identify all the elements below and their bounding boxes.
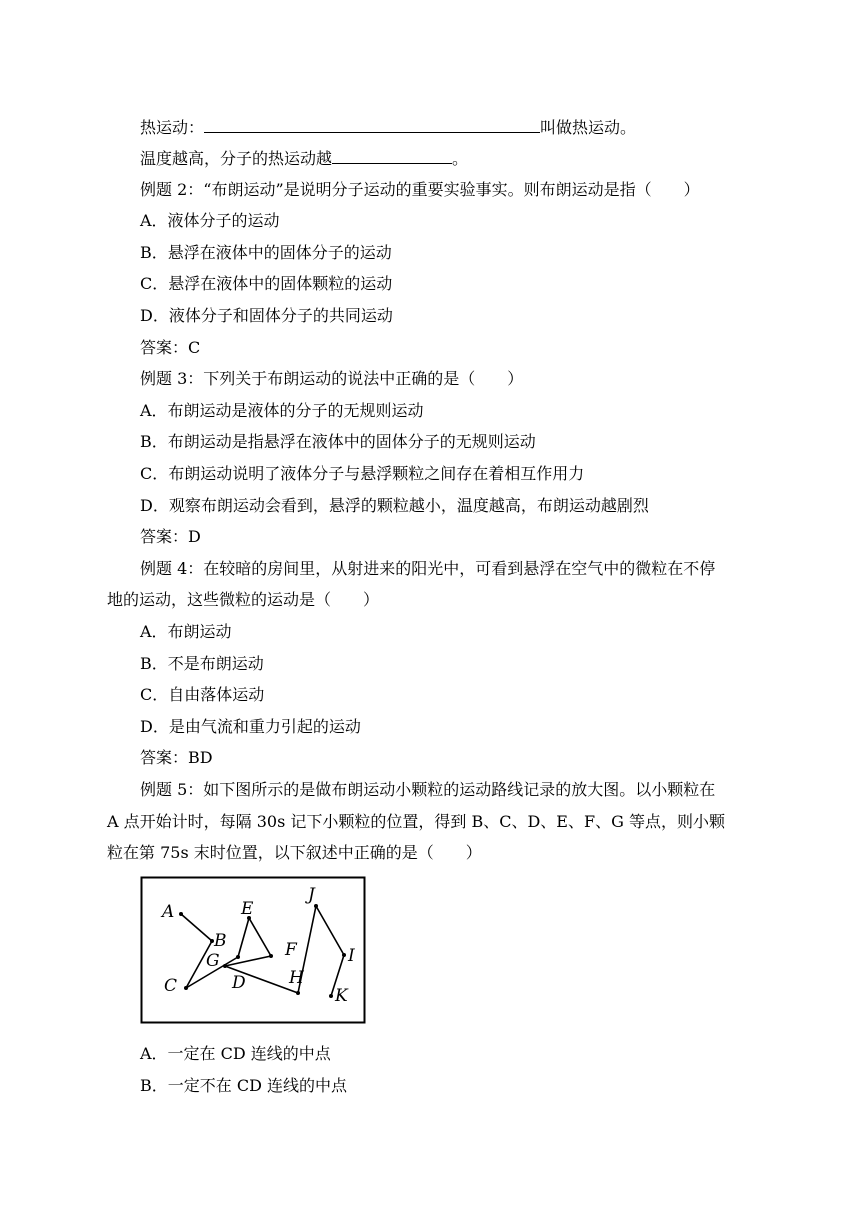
example5-question-line2: A 点开始计时，每隔 30s 记下小颗粒的位置，得到 B、C、D、E、F、G 等点，则小颗 bbox=[107, 812, 725, 831]
example3-question: 例题 3：下列关于布朗运动的说法中正确的是（ ） bbox=[140, 369, 524, 388]
brownian-path-figure bbox=[140, 876, 366, 1024]
label-i: I bbox=[348, 946, 355, 966]
temperature-prefix: 温度越高，分子的热运动越 bbox=[140, 149, 333, 168]
example4-option-c: C．自由落体运动 bbox=[140, 685, 265, 704]
heat-motion-prefix: 热运动： bbox=[140, 118, 205, 137]
example4-question-line1: 例题 4：在较暗的房间里，从射进来的阳光中，可看到悬浮在空气中的微粒在不停 bbox=[140, 559, 716, 578]
example5-option-b: B．一定不在 CD 连线的中点 bbox=[140, 1076, 348, 1095]
example2-option-d: D．液体分子和固体分子的共同运动 bbox=[140, 306, 393, 325]
temperature-blank bbox=[332, 148, 452, 164]
temperature-suffix: 。 bbox=[452, 149, 469, 168]
example4-question-line2: 地的运动，这些微粒的运动是（ ） bbox=[107, 590, 380, 609]
point-a bbox=[179, 912, 183, 916]
heat-motion-line bbox=[140, 117, 636, 138]
label-k: K bbox=[335, 986, 348, 1006]
example3-option-c: C．布朗运动说明了液体分子与悬浮颗粒之间存在着相互作用力 bbox=[140, 464, 585, 483]
example2-option-b: B．悬浮在液体中的固体分子的运动 bbox=[140, 243, 392, 262]
label-h: H bbox=[289, 968, 304, 988]
point-i bbox=[342, 953, 346, 957]
label-c: C bbox=[164, 976, 178, 996]
example5-question-line1: 例题 5：如下图所示的是做布朗运动小颗粒的运动路线记录的放大图。以小颗粒在 bbox=[140, 780, 716, 799]
point-d bbox=[236, 955, 240, 959]
example5-question-line3: 粒在第 75s 末时位置，以下叙述中正确的是（ ） bbox=[107, 843, 482, 862]
example3-option-d: D．观察布朗运动会看到，悬浮的颗粒越小，温度越高，布朗运动越剧烈 bbox=[140, 496, 649, 515]
example2-question: 例题 2：“布朗运动”是说明分子运动的重要实验事实。则布朗运动是指（ ） bbox=[140, 180, 700, 199]
example4-option-d: D．是由气流和重力引起的运动 bbox=[140, 717, 361, 736]
example3-answer: 答案：D bbox=[140, 527, 201, 546]
point-h bbox=[296, 991, 300, 995]
example4-option-a: A．布朗运动 bbox=[140, 622, 232, 641]
example5-option-a: A．一定在 CD 连线的中点 bbox=[140, 1044, 331, 1063]
label-j: J bbox=[308, 885, 315, 905]
example2-option-c: C．悬浮在液体中的固体颗粒的运动 bbox=[140, 274, 393, 293]
label-g: G bbox=[206, 951, 220, 971]
heat-motion-blank bbox=[204, 117, 540, 133]
point-f bbox=[269, 954, 273, 958]
example4-answer: 答案：BD bbox=[140, 748, 213, 767]
example2-answer: 答案：C bbox=[140, 338, 201, 357]
example3-option-a: A．布朗运动是液体的分子的无规则运动 bbox=[140, 401, 424, 420]
label-b: B bbox=[214, 931, 227, 951]
label-f: F bbox=[285, 940, 297, 960]
point-g bbox=[223, 964, 227, 968]
heat-motion-suffix: 叫做热运动。 bbox=[540, 118, 637, 137]
example3-option-b: B．布朗运动是指悬浮在液体中的固体分子的无规则运动 bbox=[140, 432, 536, 451]
example4-option-b: B．不是布朗运动 bbox=[140, 654, 264, 673]
label-e: E bbox=[241, 899, 254, 919]
example2-option-a: A．液体分子的运动 bbox=[140, 211, 280, 230]
label-a: A bbox=[162, 902, 175, 922]
temperature-line bbox=[140, 148, 468, 169]
point-k bbox=[329, 994, 333, 998]
label-d: D bbox=[232, 973, 246, 993]
point-c bbox=[184, 986, 188, 990]
